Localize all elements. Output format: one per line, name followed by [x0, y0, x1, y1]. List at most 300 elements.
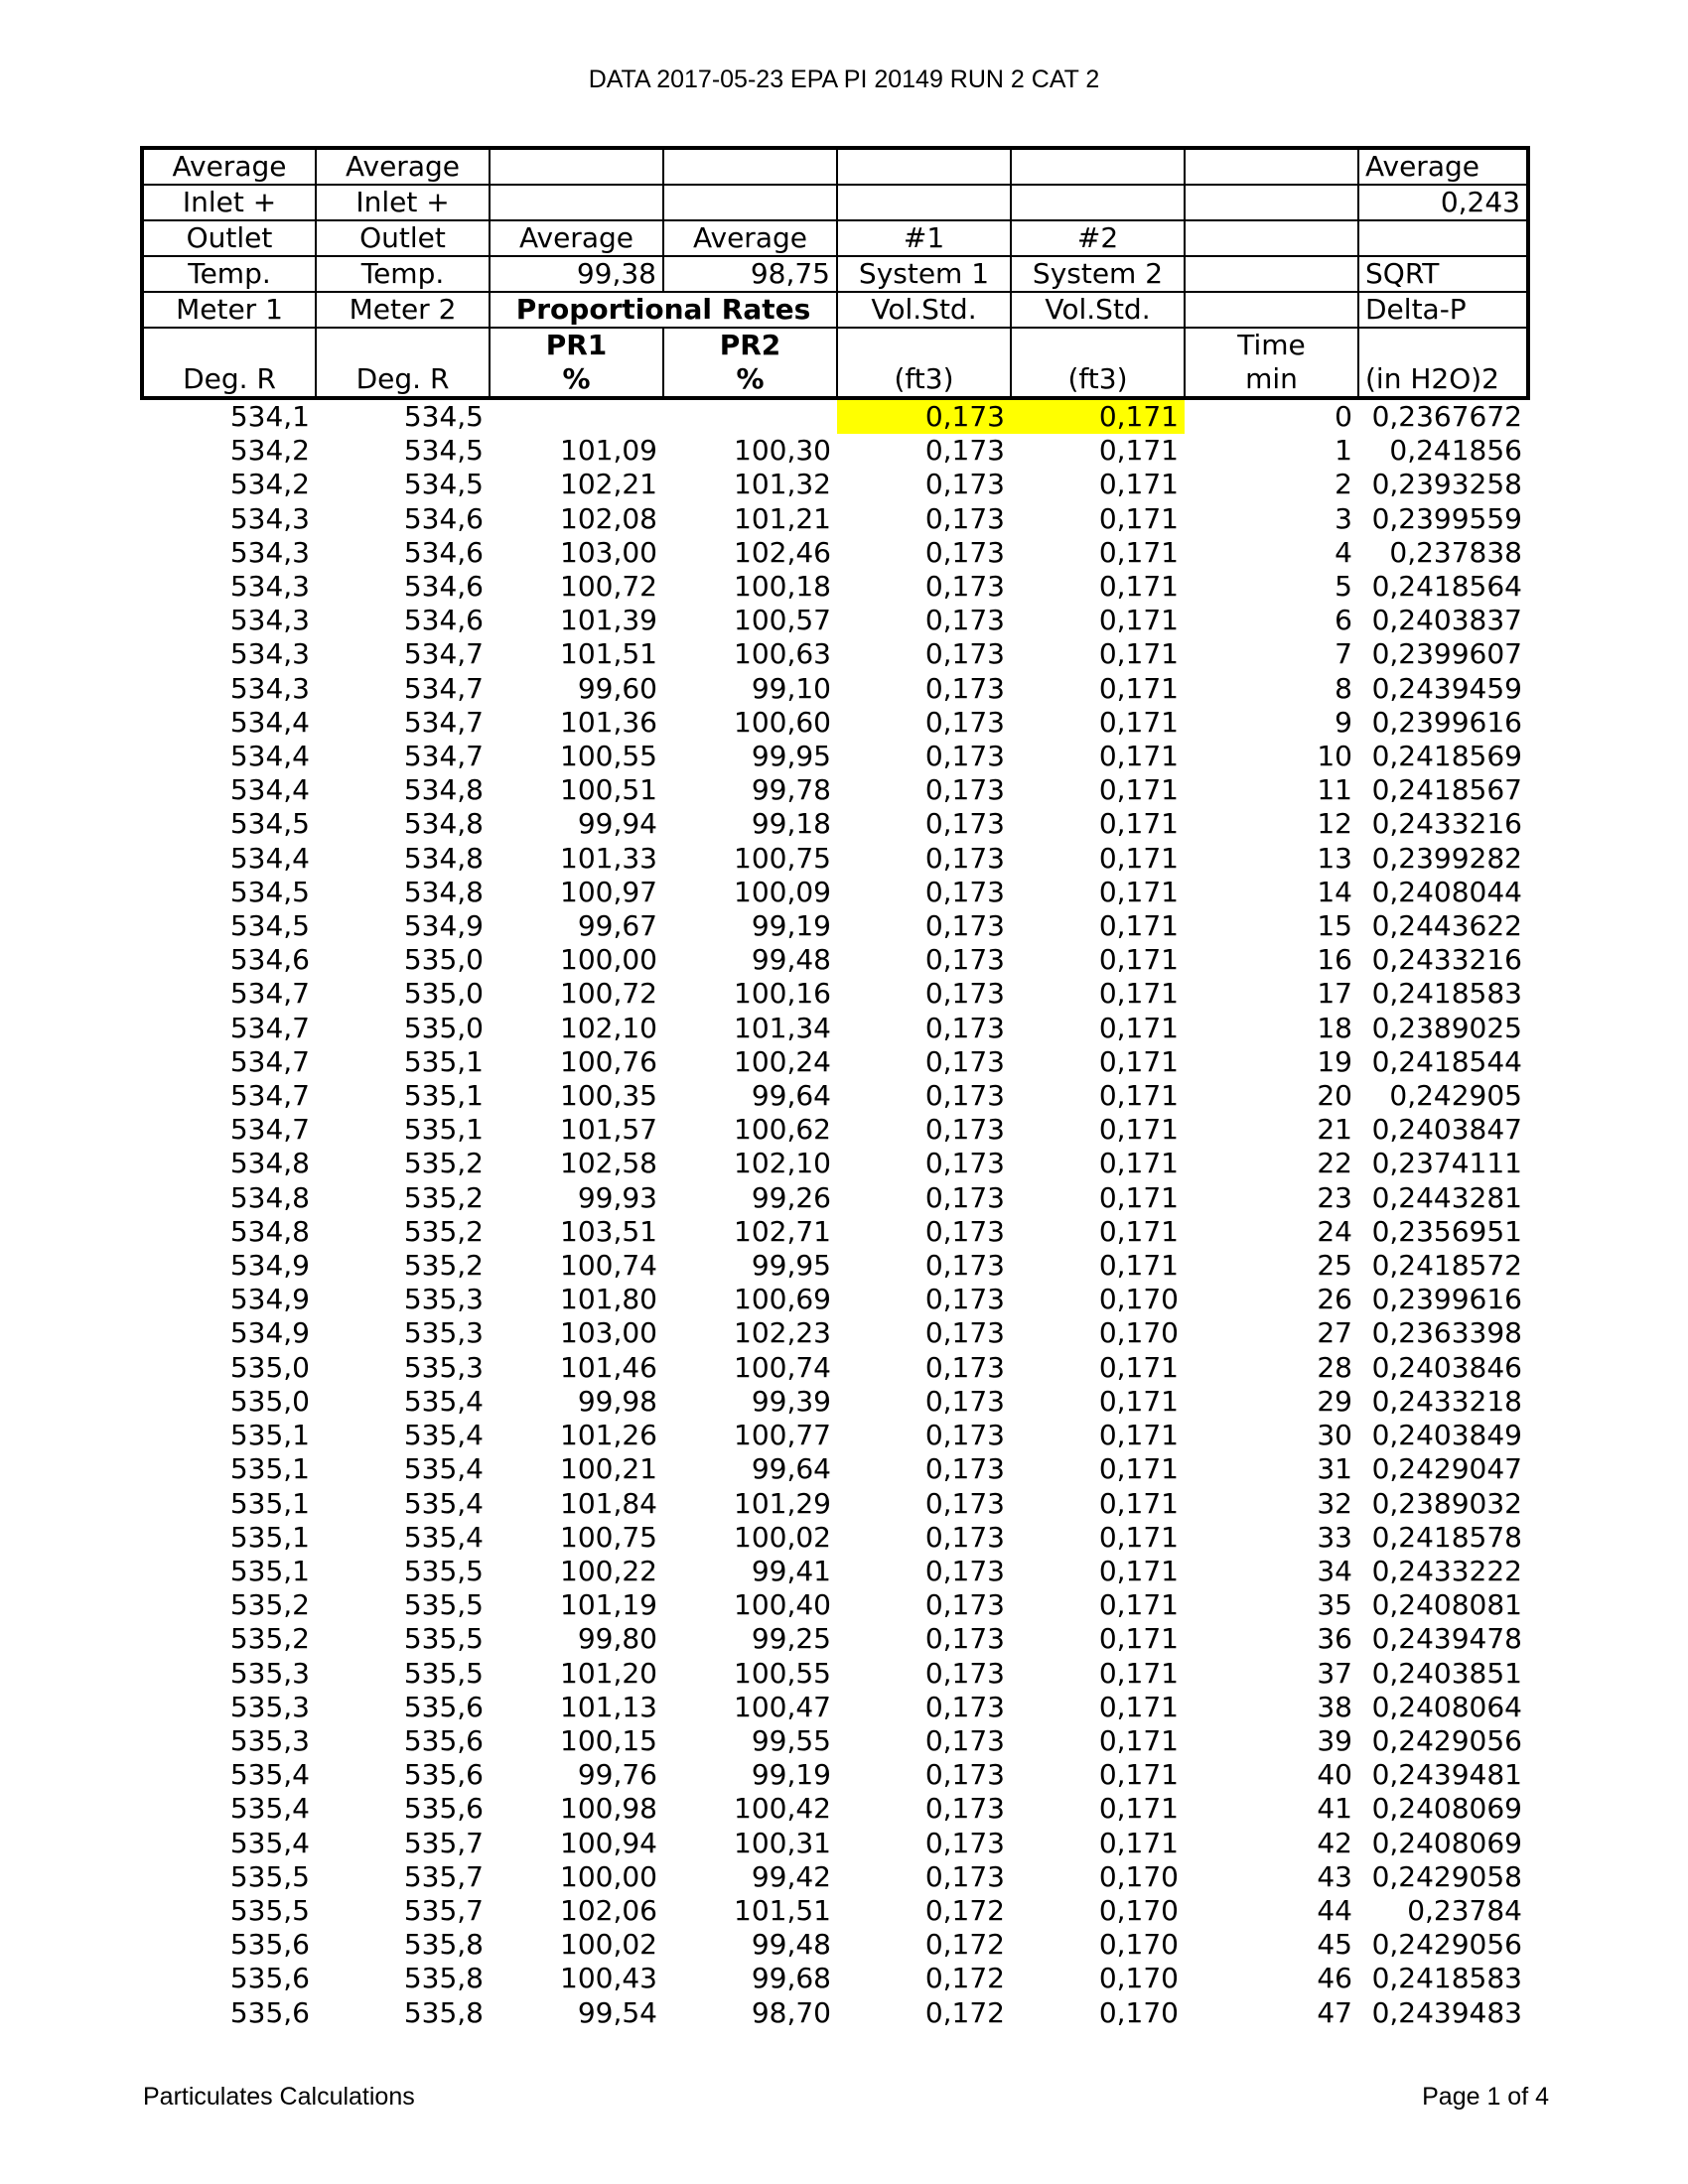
header-cell [142, 328, 316, 362]
table-cell: 535,3 [403, 1350, 484, 1384]
table-row [142, 1724, 1528, 1758]
table-cell: 100,74 [734, 1350, 831, 1384]
table-cell: 32 [1317, 1486, 1352, 1520]
table-cell: 29 [1317, 1384, 1352, 1418]
table-row [142, 1283, 1528, 1316]
table-cell: 100,24 [734, 1044, 831, 1078]
table-cell: 0,173 [924, 705, 1005, 739]
table-cell: 0,171 [1098, 1079, 1179, 1113]
table-cell: 535,8 [403, 1962, 484, 1995]
table-cell: 0,241856 [1389, 434, 1522, 468]
table-cell: 535,1 [403, 1044, 484, 1078]
table-cell: 100,22 [560, 1554, 657, 1587]
header-cell: #1 [837, 220, 1011, 256]
table-cell: 0,2429047 [1371, 1452, 1522, 1486]
table-cell: 0,171 [1098, 773, 1179, 807]
table-cell: 100,77 [734, 1419, 831, 1452]
table-cell: 0,171 [1098, 1044, 1179, 1078]
table-cell: 0,171 [1098, 1249, 1179, 1283]
table-cell: 100,51 [560, 773, 657, 807]
table-cell: 534,6 [403, 604, 484, 637]
table-cell: 0,173 [924, 977, 1005, 1011]
table-cell: 99,18 [751, 807, 831, 841]
table-cell: 100,00 [560, 1859, 657, 1893]
table-row [142, 1928, 1528, 1962]
table-cell: 101,51 [560, 637, 657, 671]
table-cell: 534,7 [229, 1079, 310, 1113]
table-cell: 24 [1317, 1214, 1352, 1248]
table-cell: 534,4 [229, 841, 310, 875]
table-cell: 535,4 [403, 1384, 484, 1418]
table-cell: 0,171 [1098, 977, 1179, 1011]
table-cell: 0,2374111 [1371, 1147, 1522, 1180]
table-cell: 99,10 [751, 671, 831, 705]
table-row [142, 807, 1528, 841]
table-cell: 0,173 [924, 1656, 1005, 1690]
table-cell: 0,173 [924, 434, 1005, 468]
table-cell: 99,93 [577, 1180, 657, 1214]
table-cell: 0,173 [924, 740, 1005, 773]
table-row [142, 1521, 1528, 1555]
table-cell: 102,71 [734, 1214, 831, 1248]
table-cell: 100,72 [560, 570, 657, 604]
table-cell: 44 [1317, 1893, 1352, 1927]
table-cell: 534,5 [229, 875, 310, 908]
table-cell: 101,36 [560, 705, 657, 739]
table-cell: 534,7 [403, 637, 484, 671]
table-cell: 99,25 [751, 1622, 831, 1656]
table-row [142, 1962, 1528, 1995]
table-cell: 0,173 [924, 1044, 1005, 1078]
table-cell: 100,55 [560, 740, 657, 773]
table-cell: 0,171 [1098, 909, 1179, 943]
table-row [142, 672, 1528, 706]
table-cell: 535,6 [403, 1792, 484, 1826]
table-cell: 0,171 [1098, 434, 1179, 468]
table-row [142, 1452, 1528, 1486]
table-cell: 100,42 [734, 1792, 831, 1826]
table-cell: 0,2393258 [1371, 468, 1522, 501]
table-cell: 0,2403847 [1371, 1113, 1522, 1147]
table-cell: 0,173 [924, 875, 1005, 908]
table-cell: 535,1 [229, 1554, 310, 1587]
table-cell: 0,173 [924, 1384, 1005, 1418]
table-cell: 0,172 [924, 1962, 1005, 1995]
table-cell: 101,09 [560, 434, 657, 468]
table-cell: 0,172 [924, 1995, 1005, 2029]
table-cell: 0,2429056 [1371, 1723, 1522, 1757]
header-cell [663, 185, 837, 220]
table-cell: 102,21 [560, 468, 657, 501]
table-cell: 0,171 [1098, 535, 1179, 569]
header-cell: Temp. [142, 256, 316, 292]
table-cell: 37 [1317, 1656, 1352, 1690]
header-cell: Outlet [142, 220, 316, 256]
table-cell: 0,170 [1098, 1928, 1179, 1962]
proportional-rates-label: Proportional Rates [490, 292, 837, 328]
table-cell: 102,10 [560, 1011, 657, 1044]
table-cell: 101,19 [560, 1588, 657, 1622]
table-cell: 0,171 [1098, 570, 1179, 604]
table-cell: 18 [1317, 1011, 1352, 1044]
table-cell: 101,34 [734, 1011, 831, 1044]
table-cell: 0,171 [1098, 671, 1179, 705]
table-cell: 1 [1335, 434, 1352, 468]
table-cell: 535,3 [403, 1316, 484, 1350]
table-cell: 0,170 [1098, 1859, 1179, 1893]
table-cell: 0,173 [924, 1180, 1005, 1214]
table-row [142, 773, 1528, 807]
table-cell: 0,2418567 [1371, 773, 1522, 807]
table-header [142, 148, 1528, 398]
table-cell: 535,6 [229, 1962, 310, 1995]
table-cell: 0,2399616 [1371, 1283, 1522, 1316]
header-cell: (ft3) [837, 362, 1011, 398]
header-cell: Deg. R [316, 362, 490, 398]
table-cell: 45 [1317, 1928, 1352, 1962]
table-cell: 0,23784 [1407, 1893, 1522, 1927]
table-cell: 535,7 [403, 1859, 484, 1893]
table-cell: 101,84 [560, 1486, 657, 1520]
table-cell: 535,2 [229, 1588, 310, 1622]
table-cell: 0,173 [924, 1859, 1005, 1893]
header-cell: PR2 [663, 328, 837, 362]
table-cell: 36 [1317, 1622, 1352, 1656]
table-cell: 99,48 [751, 1928, 831, 1962]
table-cell: 103,00 [560, 535, 657, 569]
table-cell: 534,8 [229, 1214, 310, 1248]
table-cell: 100,31 [734, 1826, 831, 1859]
table-cell: 101,21 [734, 501, 831, 535]
table-cell: 0,2408064 [1371, 1690, 1522, 1723]
table-cell: 100,47 [734, 1690, 831, 1723]
table-cell: 26 [1317, 1283, 1352, 1316]
table-cell: 535,2 [403, 1249, 484, 1283]
table-cell: 100,30 [734, 434, 831, 468]
table-cell: 0,171 [1098, 1180, 1179, 1214]
table-cell: 0,173 [924, 841, 1005, 875]
table-cell: 47 [1317, 1995, 1352, 2029]
table-cell: 99,48 [751, 943, 831, 977]
table-cell: 535,8 [403, 1995, 484, 2029]
table-cell: 535,3 [229, 1656, 310, 1690]
table-cell: 99,64 [751, 1452, 831, 1486]
table-cell: 534,8 [229, 1180, 310, 1214]
table-cell: 0,173 [924, 1723, 1005, 1757]
table-row [142, 1351, 1528, 1385]
header-row [142, 256, 1528, 292]
table-cell: 535,4 [229, 1792, 310, 1826]
table-cell: 0,171 [1098, 1758, 1179, 1792]
table-cell: 534,4 [229, 773, 310, 807]
table-row [142, 706, 1528, 740]
table-cell: 0,171 [1098, 875, 1179, 908]
table-cell: 0,171 [1098, 604, 1179, 637]
header-cell [1358, 328, 1528, 362]
table-cell: 100,75 [734, 841, 831, 875]
table-cell: 100,40 [734, 1588, 831, 1622]
header-cell [837, 148, 1011, 185]
table-cell: 0,173 [924, 1283, 1005, 1316]
table-cell: 0,173 [924, 604, 1005, 637]
table-cell: 534,5 [403, 400, 484, 433]
header-cell: PR1 [490, 328, 663, 362]
table-cell: 100,60 [734, 705, 831, 739]
table-cell: 0,171 [1098, 705, 1179, 739]
header-cell [837, 185, 1011, 220]
header-row [142, 220, 1528, 256]
table-cell: 0,173 [924, 1079, 1005, 1113]
table-cell: 0,173 [924, 468, 1005, 501]
header-cell: Average [663, 220, 837, 256]
table-cell: 535,7 [403, 1826, 484, 1859]
table-cell: 99,94 [577, 807, 657, 841]
table-cell: 534,7 [229, 1113, 310, 1147]
table-cell: 99,67 [577, 909, 657, 943]
header-cell [1011, 328, 1185, 362]
table-cell: 0,2429056 [1371, 1928, 1522, 1962]
table-cell: 42 [1317, 1826, 1352, 1859]
table-cell: 100,97 [560, 875, 657, 908]
table-cell: 12 [1317, 807, 1352, 841]
table-cell: 534,7 [403, 671, 484, 705]
table-cell: 534,9 [229, 1283, 310, 1316]
table-cell: 100,57 [734, 604, 831, 637]
table-cell: 100,55 [734, 1656, 831, 1690]
table-cell: 7 [1335, 637, 1352, 671]
table-cell: 27 [1317, 1316, 1352, 1350]
table-cell: 0,2433218 [1371, 1384, 1522, 1418]
table-cell: 535,4 [403, 1452, 484, 1486]
header-cell [1185, 148, 1358, 185]
table-cell: 534,4 [229, 740, 310, 773]
table-cell: 99,95 [751, 740, 831, 773]
header-cell [1185, 185, 1358, 220]
table-cell: 100,09 [734, 875, 831, 908]
table-cell: 0,171 [1098, 1520, 1179, 1554]
table-cell: 535,7 [403, 1893, 484, 1927]
table-cell: 534,9 [229, 1249, 310, 1283]
header-row [142, 328, 1528, 362]
table-row [142, 1419, 1528, 1452]
table-cell: 34 [1317, 1554, 1352, 1587]
table-cell: 99,68 [751, 1962, 831, 1995]
table-cell: 534,6 [403, 501, 484, 535]
table-cell: 0,173 [924, 1316, 1005, 1350]
table-cell: 534,3 [229, 671, 310, 705]
table-cell: 0,171 [1098, 637, 1179, 671]
table-cell: 0,171 [1098, 1588, 1179, 1622]
table-cell: 99,98 [577, 1384, 657, 1418]
table-cell: 535,0 [403, 943, 484, 977]
table-cell: 535,5 [403, 1656, 484, 1690]
table-cell: 102,58 [560, 1147, 657, 1180]
table-cell: 0,2403849 [1371, 1419, 1522, 1452]
table-cell: 0,171 [1098, 841, 1179, 875]
table-cell: 535,3 [229, 1723, 310, 1757]
table-cell: 99,26 [751, 1180, 831, 1214]
table-cell: 0,2399559 [1371, 501, 1522, 535]
table-cell: 535,2 [403, 1180, 484, 1214]
table-cell: 101,20 [560, 1656, 657, 1690]
table-cell: 535,5 [229, 1893, 310, 1927]
table-row [142, 1045, 1528, 1079]
table-cell: 535,2 [403, 1214, 484, 1248]
table-cell: 100,69 [734, 1283, 831, 1316]
table-cell: 43 [1317, 1859, 1352, 1893]
table-row [142, 1385, 1528, 1419]
header-cell: Outlet [316, 220, 490, 256]
header-row [142, 185, 1528, 220]
table-cell: 0,2399607 [1371, 637, 1522, 671]
table-cell: 0,2408069 [1371, 1826, 1522, 1859]
table-cell: 0,2418572 [1371, 1249, 1522, 1283]
header-cell: Average [490, 220, 663, 256]
table-cell: 102,46 [734, 535, 831, 569]
table-cell: 99,19 [751, 1758, 831, 1792]
table-cell: 535,1 [229, 1452, 310, 1486]
table-cell: 0,2399616 [1371, 705, 1522, 739]
table-cell: 102,08 [560, 501, 657, 535]
table-cell: 0,173 [924, 1113, 1005, 1147]
table-cell: 15 [1317, 909, 1352, 943]
table-row [142, 398, 1528, 434]
header-cell: (ft3) [1011, 362, 1185, 398]
average-pr1-value: 99,38 [490, 256, 663, 292]
table-cell: 534,6 [403, 570, 484, 604]
header-cell [1185, 256, 1358, 292]
table-cell: 535,1 [403, 1113, 484, 1147]
table-cell: 0,173 [924, 1690, 1005, 1723]
table-cell: 0,171 [1098, 1214, 1179, 1248]
table-row [142, 468, 1528, 501]
table-cell: 534,4 [229, 705, 310, 739]
table-row [142, 1316, 1528, 1350]
header-cell: Meter 2 [316, 292, 490, 328]
table-cell: 0,173 [924, 1147, 1005, 1180]
table-cell: 0,173 [924, 1758, 1005, 1792]
table-cell: 102,06 [560, 1893, 657, 1927]
table-cell: 535,2 [229, 1622, 310, 1656]
table-cell: 535,6 [229, 1995, 310, 2029]
table-cell: 0,171 [1098, 1622, 1179, 1656]
table-cell: 100,35 [560, 1079, 657, 1113]
table-cell: 101,46 [560, 1350, 657, 1384]
table-cell: 0,171 [1098, 1113, 1179, 1147]
table-row [142, 637, 1528, 671]
table-cell: 99,41 [751, 1554, 831, 1587]
table-cell: 535,6 [403, 1758, 484, 1792]
table-cell: 0,173 [924, 637, 1005, 671]
table-cell: 10 [1317, 740, 1352, 773]
table-cell: 100,94 [560, 1826, 657, 1859]
table-cell: 0,171 [1098, 1419, 1179, 1452]
table-cell: 100,74 [560, 1249, 657, 1283]
header-row [142, 292, 1528, 328]
table-cell: 100,21 [560, 1452, 657, 1486]
table-cell: 535,4 [403, 1486, 484, 1520]
table-cell: 0,170 [1098, 1962, 1179, 1995]
table-cell: 534,6 [403, 535, 484, 569]
header-cell [1185, 292, 1358, 328]
table-cell: 0,2418583 [1371, 1962, 1522, 1995]
table-row [142, 842, 1528, 876]
table-row [142, 536, 1528, 570]
table-cell: 535,4 [229, 1826, 310, 1859]
table-cell: 102,23 [734, 1316, 831, 1350]
header-cell: Time [1185, 328, 1358, 362]
table-cell: 534,3 [229, 535, 310, 569]
table-row [142, 502, 1528, 536]
table-cell: 9 [1335, 705, 1352, 739]
table-row [142, 1996, 1528, 2030]
table-cell: 0,2429058 [1371, 1859, 1522, 1893]
table-cell [490, 398, 663, 434]
table-cell: 0,170 [1098, 1893, 1179, 1927]
table-row [142, 1147, 1528, 1180]
table-body [142, 398, 1528, 2030]
header-cell: System 1 [837, 256, 1011, 292]
table-cell: 35 [1317, 1588, 1352, 1622]
table-cell: 0,242905 [1389, 1079, 1522, 1113]
average-pr2-value: 98,75 [663, 256, 837, 292]
table-cell: 0,2389032 [1371, 1486, 1522, 1520]
table-cell: 0,2418564 [1371, 570, 1522, 604]
table-cell: 534,2 [229, 434, 310, 468]
average-sqrt-value: 0,243 [1358, 185, 1528, 220]
table-cell: 99,76 [577, 1758, 657, 1792]
table-cell: 534,1 [229, 400, 310, 433]
table-cell: 0,173 [837, 398, 1011, 434]
table-cell: 534,9 [403, 909, 484, 943]
table-cell: 28 [1317, 1350, 1352, 1384]
table-cell: 0,173 [924, 773, 1005, 807]
table-cell: 534,5 [403, 468, 484, 501]
table-row [142, 1657, 1528, 1691]
table-cell: 16 [1317, 943, 1352, 977]
table-cell: 99,39 [751, 1384, 831, 1418]
table-cell: 0,2439481 [1371, 1758, 1522, 1792]
header-cell: Vol.Std. [837, 292, 1011, 328]
table-cell: 535,0 [229, 1384, 310, 1418]
table-cell: 0,171 [1098, 1690, 1179, 1723]
table-cell: 0,171 [1098, 1792, 1179, 1826]
table-cell: 0,173 [924, 570, 1005, 604]
table-cell: 2 [1335, 468, 1352, 501]
table-row [142, 740, 1528, 773]
table-cell: 535,6 [229, 1928, 310, 1962]
table-cell: 534,7 [403, 740, 484, 773]
table-row [142, 570, 1528, 604]
table-cell: 534,7 [229, 1044, 310, 1078]
table-cell: 535,0 [403, 1011, 484, 1044]
table-row [142, 1215, 1528, 1249]
table-cell: 534,3 [229, 570, 310, 604]
table-cell: 535,0 [403, 977, 484, 1011]
table-cell: 99,42 [751, 1859, 831, 1893]
table-cell: 14 [1317, 875, 1352, 908]
table-cell: 0,173 [924, 1011, 1005, 1044]
header-cell: Vol.Std. [1011, 292, 1185, 328]
table-cell: 534,5 [229, 807, 310, 841]
table-cell: 101,33 [560, 841, 657, 875]
header-row [142, 148, 1528, 185]
table-cell: 0,2403851 [1371, 1656, 1522, 1690]
table-cell: 0,2443281 [1371, 1180, 1522, 1214]
table-cell: 534,8 [403, 875, 484, 908]
table-row [142, 943, 1528, 977]
table-cell: 0,2439483 [1371, 1995, 1522, 2029]
